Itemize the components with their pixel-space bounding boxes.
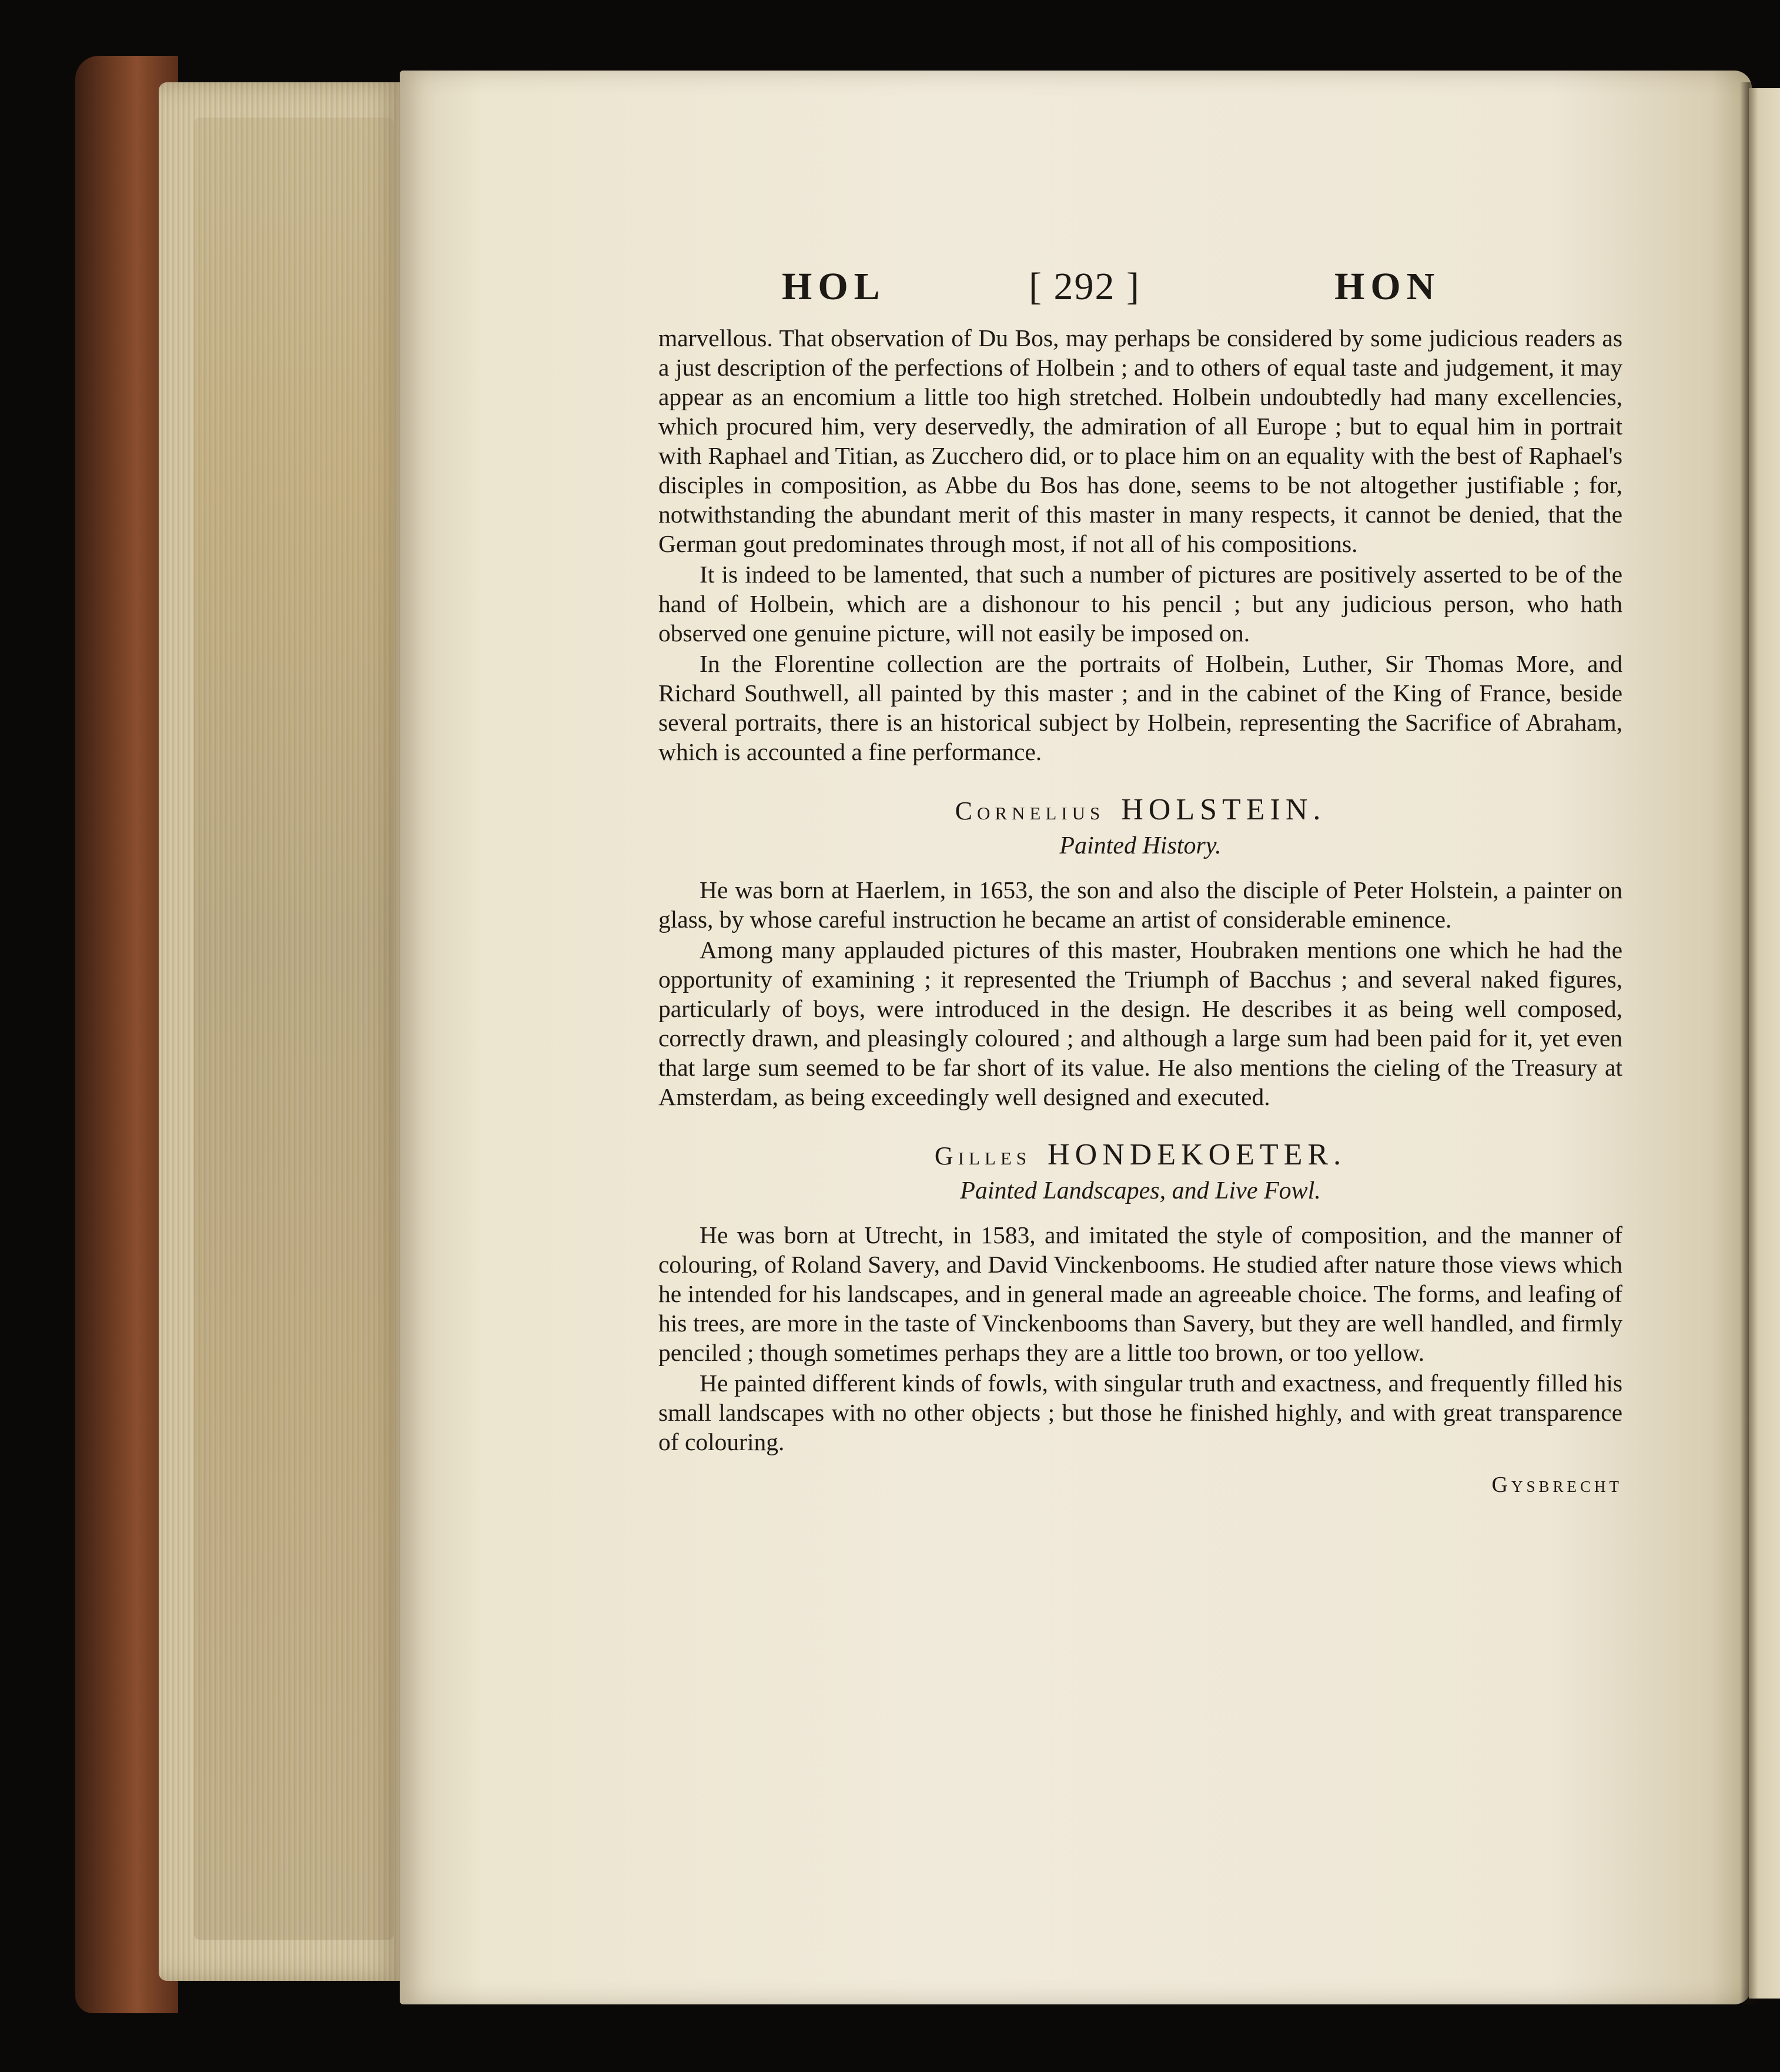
catchword: Gysbrecht (1491, 1472, 1622, 1497)
running-head (658, 259, 1622, 323)
paragraph: marvellous. That observation of Du Bos, may perhaps be considered by some judicious readers as a just description of the perfections of Holbein ; and to others of equal taste and judgement, it may appear as an encomium a little too high stretched. Holbein undoubtedly had many excellencies, which procured him, very deservedly, the admiration of all Europe ; but to equal him in portrait with Raphael and Titian, as Zucchero did, or to place him on an equality with the best of Raphael's disciples in composition, as Abbe du Bos has done, seems to be not altogether justifiable ; for, notwithstanding the abundant merit of this master in many respects, it cannot be denied, that the German gout predominates through most, if not all of his compositions. (658, 324, 1622, 557)
opposite-page-edge (1749, 88, 1780, 1999)
running-head-left: HOL (782, 265, 886, 308)
paragraph: Among many applauded pictures of this master, Houbraken mentions one which he had the opportunity of examining ; it represented the Triumph of Bacchus ; and several naked figures, particularly of boys, were introduced in the design. He describes it as being well composed, correctly drawn, and pleasingly coloured ; and although a large sum had been paid for it, yet even that large sum seemed to be far short of its value. He also mentions the cieling of the Treasury at Amsterdam, as being exceedingly well designed and executed. (658, 936, 1622, 1110)
paragraph: It is indeed to be lamented, that such a number of pictures are positively asserted to be of the hand of Holbein, which are a dishonour to his pencil ; but any judicious person, who hath observed one genuine picture, will not easily be imposed on. (658, 561, 1622, 647)
paragraph: He was born at Haerlem, in 1653, the son and also the disciple of Peter Holstein, a painter on glass, by whose careful instruction he became an artist of considerable eminence. (658, 876, 1622, 933)
paragraph: He painted different kinds of fowls, with singular truth and exactness, and frequently filled his small landscapes with no other objects ; but those he finished highly, and with great transparence of colouring. (658, 1370, 1622, 1455)
entry-subtitle: Painted Landscapes, and Live Fowl. (960, 1177, 1321, 1204)
page-text-block (658, 259, 1622, 1498)
entry-heading-hondekoeter (658, 1137, 1622, 1172)
paragraph: He was born at Utrecht, in 1583, and imitated the style of composition, and the manner of colouring, of Roland Savery, and David Vinckenbooms. He studied after nature those views which he intended for his landscapes, and in general made an agreeable choice. The forms, and leafing of his trees, are more in the taste of Vinckenbooms than Savery, but they are well handled, and firmly penciled ; though sometimes perhaps they are a little too brown, or too yellow. (658, 1221, 1622, 1366)
page-number: [ 292 ] (1029, 265, 1140, 308)
running-head-right: HON (1334, 265, 1441, 308)
page-stack-stain (194, 118, 394, 1940)
entry-surname: HOLSTEIN. (1121, 793, 1326, 826)
entry-given-name: Gilles (934, 1142, 1032, 1170)
entry-surname: HONDEKOETER. (1048, 1138, 1347, 1171)
entry-subtitle: Painted History. (1059, 832, 1222, 859)
entry-heading-holstein (658, 792, 1622, 827)
paragraph: In the Florentine collection are the portraits of Holbein, Luther, Sir Thomas More, and Richard Southwell, all painted by this master ; and in the cabinet of the King of France, beside several portraits, there is an historical subject by Holbein, representing the Sacrifice of Abraham, which is accounted a fine performance. (658, 650, 1622, 765)
entry-given-name: Cornelius (955, 796, 1105, 825)
